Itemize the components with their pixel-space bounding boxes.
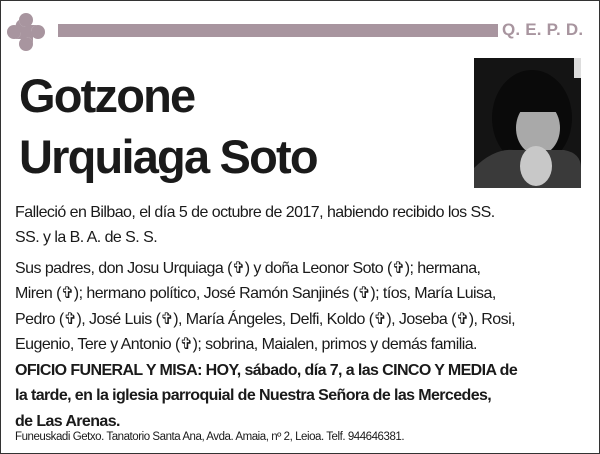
text-line: Pedro (✞), José Luis (✞), María Ángeles, Delfi, Koldo (✞), Joseba (✞), Rosi, [15, 310, 516, 328]
text-line: la tarde, en la iglesia parroquial de Nuestra Señora de las Mercedes, [15, 387, 492, 405]
text-line: Sus padres, don Josu Urquiaga (✞) y doña Leonor Soto (✞); hermana, [15, 260, 481, 277]
text-line: OFICIO FUNERAL Y MISA: HOY, sábado, día 7, a las CINCO Y MEDIA de [15, 362, 518, 379]
family-list [15, 256, 515, 357]
deceased-last-name: Urquiaga Soto [19, 130, 317, 183]
header-bar [58, 24, 498, 37]
portrait-photo [474, 58, 581, 188]
text-line: Eugenio, Tere y Antonio (✞); sobrina, Maialen, primos y demás familia. [15, 335, 477, 353]
text-line: de Las Arenas. [15, 412, 120, 430]
text-line: SS. y la B. A. de S. S. [15, 229, 158, 247]
text-line: Falleció en Bilbao, el día 5 de octubre de 2017, habiendo recibido los SS. [15, 204, 495, 221]
funeral-home-footer: Funeuskadi Getxo. Tanatorio Santa Ana, Avda. Amaia, nº 2, Leioa. Telf. 944646381. [15, 431, 405, 443]
lauburu-icon [3, 9, 49, 55]
funeral-details [15, 358, 517, 434]
text-line: Miren (✞); hermano político, José Ramón Sanjinés (✞); tíos, María Luisa, [15, 285, 496, 303]
death-announcement [15, 200, 495, 251]
deceased-first-name: Gotzone [19, 69, 195, 122]
qepd-label: Q. E. P. D. [502, 20, 584, 39]
